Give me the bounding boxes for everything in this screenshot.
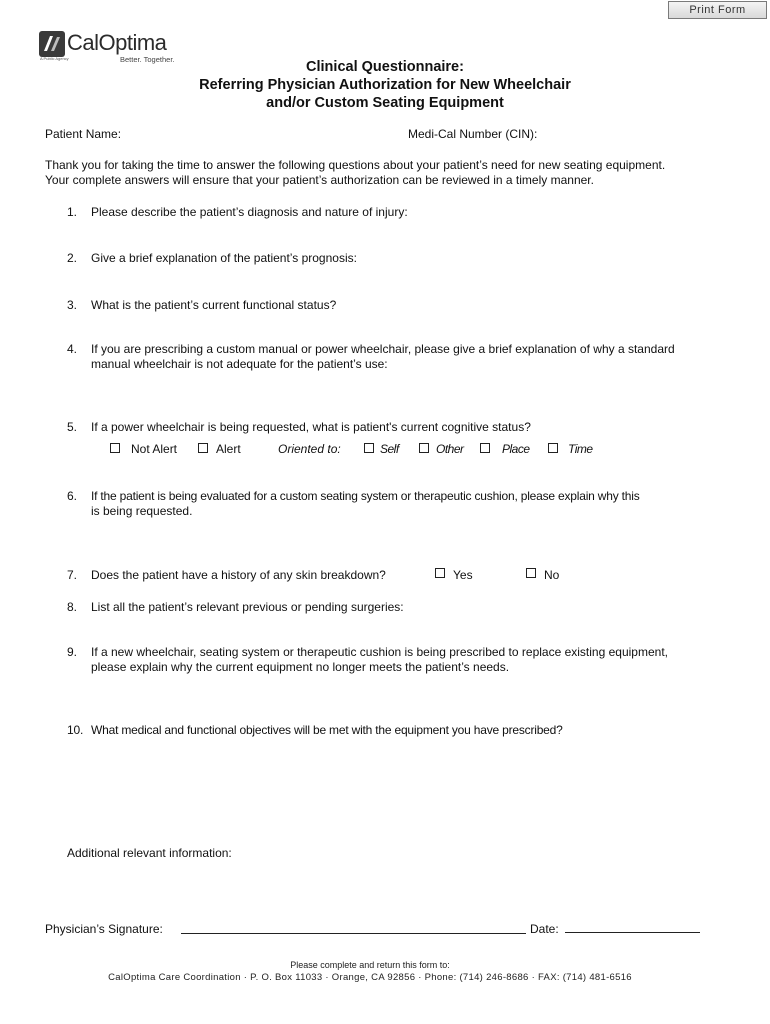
medi-cal-number-field[interactable] xyxy=(547,126,747,142)
question-6-number: 6. xyxy=(67,489,78,503)
intro-line-2: Your complete answers will ensure that your patient’s authorization can be reviewed in a timely manner. xyxy=(45,173,594,187)
logo-name: CalOptima xyxy=(67,30,167,55)
form-title-line-3: and/or Custom Seating Equipment xyxy=(266,95,504,111)
physician-signature-line[interactable] xyxy=(181,933,526,934)
logo-tagline: Better. Together. xyxy=(120,55,175,64)
not-alert-checkbox[interactable] xyxy=(110,443,120,453)
self-checkbox[interactable] xyxy=(364,443,374,453)
question-4-answer-field[interactable] xyxy=(91,374,731,414)
question-9-number: 9. xyxy=(67,645,78,659)
skin-breakdown-yes-label: Yes xyxy=(453,568,473,582)
question-1-answer-field[interactable] xyxy=(91,222,731,248)
oriented-to-label: Oriented to: xyxy=(278,442,341,456)
footer-return-instruction: Please complete and return this form to: xyxy=(290,960,450,970)
date-label: Date: xyxy=(530,922,559,936)
skin-breakdown-yes-checkbox[interactable] xyxy=(435,568,445,578)
logo-agency-text: A Public Agency xyxy=(40,56,69,61)
footer-contact-info: CalOptima Care Coordination · P. O. Box 11033 · Orange, CA 92856 · Phone: (714) 246-8686 · FAX: (714) 481-6516 xyxy=(108,972,632,983)
question-6-text-line-1: If the patient is being evaluated for a custom seating system or therapeutic cushion, please explain why this xyxy=(91,489,640,503)
date-line[interactable] xyxy=(565,932,700,933)
question-1-text: Please describe the patient’s diagnosis and nature of injury: xyxy=(91,205,408,219)
question-7-number: 7. xyxy=(67,568,78,582)
question-4-text-line-1: If you are prescribing a custom manual or power wheelchair, please give a brief explanation of why a standard xyxy=(91,342,675,356)
question-10-answer-field[interactable] xyxy=(91,740,731,840)
question-7-text: Does the patient have a history of any skin breakdown? xyxy=(91,568,386,582)
question-8-number: 8. xyxy=(67,600,78,614)
question-10-text: What medical and functional objectives will be met with the equipment you have prescribed? xyxy=(91,723,563,737)
skin-breakdown-no-checkbox[interactable] xyxy=(526,568,536,578)
print-form-button[interactable]: Print Form xyxy=(668,1,767,19)
question-2-number: 2. xyxy=(67,251,78,265)
question-1-number: 1. xyxy=(67,205,78,219)
place-label: Place xyxy=(502,442,530,456)
caloptima-logo-icon xyxy=(39,31,65,57)
form-title-line-2: Referring Physician Authorization for New Wheelchair xyxy=(199,77,571,93)
question-6-text-line-2: is being requested. xyxy=(91,504,193,518)
question-9-text-line-2: please explain why the current equipment no longer meets the patient’s needs. xyxy=(91,660,510,674)
additional-info-label: Additional relevant information: xyxy=(67,846,232,860)
self-label: Self xyxy=(380,442,399,456)
question-8-answer-field[interactable] xyxy=(91,617,731,641)
patient-name-field[interactable] xyxy=(125,126,385,142)
patient-name-label: Patient Name: xyxy=(45,127,122,141)
question-8-text: List all the patient’s relevant previous or pending surgeries: xyxy=(91,600,404,614)
question-3-text: What is the patient’s current functional status? xyxy=(91,298,337,312)
question-3-number: 3. xyxy=(67,298,78,312)
question-5-text: If a power wheelchair is being requested, what is patient's current cognitive status? xyxy=(91,420,531,434)
intro-line-1: Thank you for taking the time to answer the following questions about your patient’s need for new seating equipment. xyxy=(45,158,666,172)
form-title-line-1: Clinical Questionnaire: xyxy=(306,59,464,75)
other-label: Other xyxy=(436,442,464,456)
question-9-text-line-1: If a new wheelchair, seating system or therapeutic cushion is being prescribed to replace existing equipment, xyxy=(91,645,668,659)
medi-cal-number-label: Medi-Cal Number (CIN): xyxy=(408,127,538,141)
not-alert-label: Not Alert xyxy=(131,442,178,456)
question-4-text-line-2: manual wheelchair is not adequate for the patient’s use: xyxy=(91,357,388,371)
question-10-number: 10. xyxy=(67,723,84,737)
question-2-text: Give a brief explanation of the patient’s prognosis: xyxy=(91,251,357,265)
alert-label: Alert xyxy=(216,442,241,456)
question-2-answer-field[interactable] xyxy=(91,268,731,294)
question-5-number: 5. xyxy=(67,420,78,434)
additional-info-field[interactable] xyxy=(67,863,731,911)
alert-checkbox[interactable] xyxy=(198,443,208,453)
time-checkbox[interactable] xyxy=(548,443,558,453)
question-6-answer-field[interactable] xyxy=(91,521,731,563)
place-checkbox[interactable] xyxy=(480,443,490,453)
question-3-answer-field[interactable] xyxy=(91,315,731,339)
other-checkbox[interactable] xyxy=(419,443,429,453)
question-4-number: 4. xyxy=(67,342,78,356)
time-label: Time xyxy=(568,442,593,456)
skin-breakdown-no-label: No xyxy=(544,568,560,582)
physician-signature-label: Physician’s Signature: xyxy=(45,922,163,936)
question-9-answer-field[interactable] xyxy=(91,677,731,719)
